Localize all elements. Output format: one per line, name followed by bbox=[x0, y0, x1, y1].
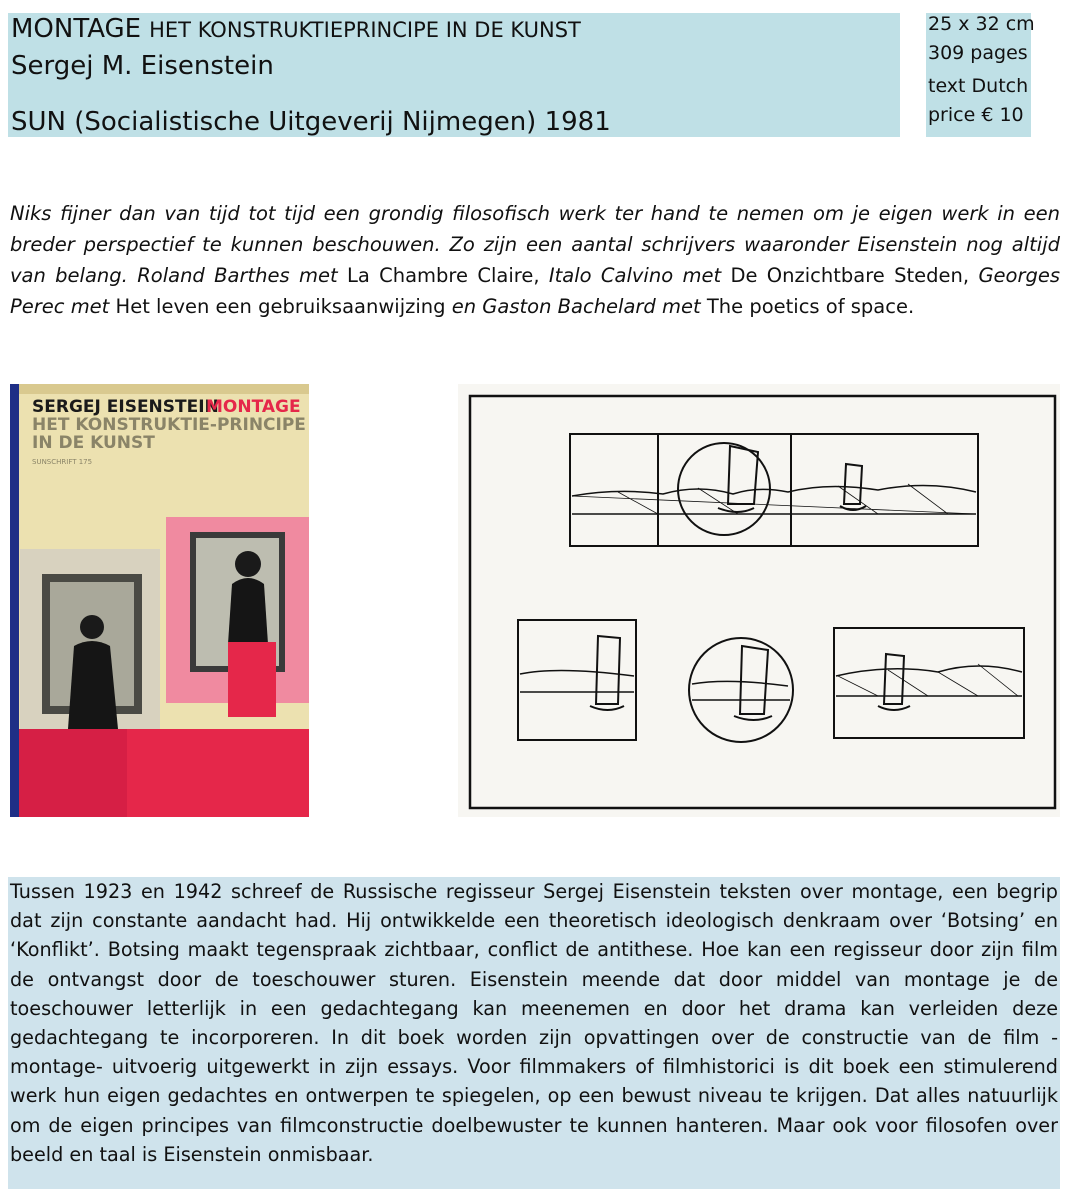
cover-series: SUNSCHRIFT 175 bbox=[32, 458, 93, 466]
book-title bbox=[11, 14, 581, 44]
cover-subtitle-2: IN DE KUNST bbox=[32, 433, 155, 453]
cover-author: SERGEJ EISENSTEIN bbox=[32, 397, 219, 417]
description-paragraph: Tussen 1923 en 1942 schreef de Russische regisseur Sergej Eisenstein teksten over montage, een begrip dat zijn constante aandacht had. Hij ontwikkelde een theoretisch ideologisch denkraam over ‘Botsing’ en ‘Konflikt’. Botsing maakt tegenspraak zichtbaar, conflict de antithese. Hoe kan een regisseur door zijn film de ontvangst door de toeschouwer sturen. Eisenstein meende dat door middel van montage je de toeschouwer letterlijk in een gedachtegang kan meenemen en door het drama kan verleiden deze gedachtegang te incorporeren. In dit boek worden zijn opvattingen over de constructie van de film -montage- uitvoerig uitgewerkt in zijn essays. Voor filmmakers of filmhistorici is dit boek een stimulerend werk hun eigen gedachtes en ontwerpen te spiegelen, op een bewust niveau te krijgen. Dat alles natuurlijk om de eigen principes van filmconstructie doelbewuster te kunnen hanteren. Maar ook voor filosofen over beeld en taal is Eisenstein onmisbaar. bbox=[8, 877, 1060, 1189]
book-publisher: SUN (Socialistische Uitgeverij Nijmegen) 1981 bbox=[11, 107, 611, 137]
intro-book-1: La Chambre Claire, bbox=[346, 264, 540, 287]
cover-title: MONTAGE bbox=[206, 397, 301, 417]
cover-subtitle-1: HET KONSTRUKTIE-PRINCIPE bbox=[32, 415, 306, 435]
intro-author-4: en Gaston Bachelard met bbox=[451, 295, 701, 318]
intro-book-4: The poetics of space. bbox=[706, 295, 915, 318]
spec-pages: 309 pages bbox=[928, 42, 1028, 64]
specs-block bbox=[926, 13, 1035, 137]
book-author: Sergej M. Eisenstein bbox=[11, 51, 274, 81]
intro-author-3: Georges Perec met bbox=[10, 264, 1061, 318]
storyboard-sketch-image bbox=[458, 384, 1060, 817]
spec-price: price € 10 bbox=[928, 104, 1024, 126]
book-title-main: MONTAGE bbox=[11, 14, 142, 44]
storyboard-illustration bbox=[458, 384, 1060, 817]
book-subtitle: HET KONSTRUKTIEPRINCIPE IN DE KUNST bbox=[149, 18, 581, 42]
intro-author-2: Italo Calvino met bbox=[548, 264, 722, 287]
intro-text: Niks fijner dan van tijd tot tijd een grondig filosofisch werk ter hand te nemen om je eigen werk in een breder perspectief te kunnen beschouwen. Zo zijn een aantal schrijvers waaronder Eisenstein nog altijd van belang. bbox=[10, 202, 1060, 287]
spec-language: text Dutch bbox=[928, 75, 1029, 97]
spec-size: 25 x 32 cm bbox=[928, 13, 1035, 35]
title-block bbox=[8, 13, 900, 137]
intro-book-3: Het leven een gebruiksaanwijzing bbox=[115, 295, 446, 318]
intro-book-2: De Onzichtbare Steden, bbox=[730, 264, 970, 287]
intro-author-1: Roland Barthes met bbox=[137, 264, 338, 287]
intro-paragraph bbox=[10, 198, 1060, 322]
book-cover-illustration bbox=[10, 384, 309, 817]
book-cover-image bbox=[10, 384, 309, 817]
